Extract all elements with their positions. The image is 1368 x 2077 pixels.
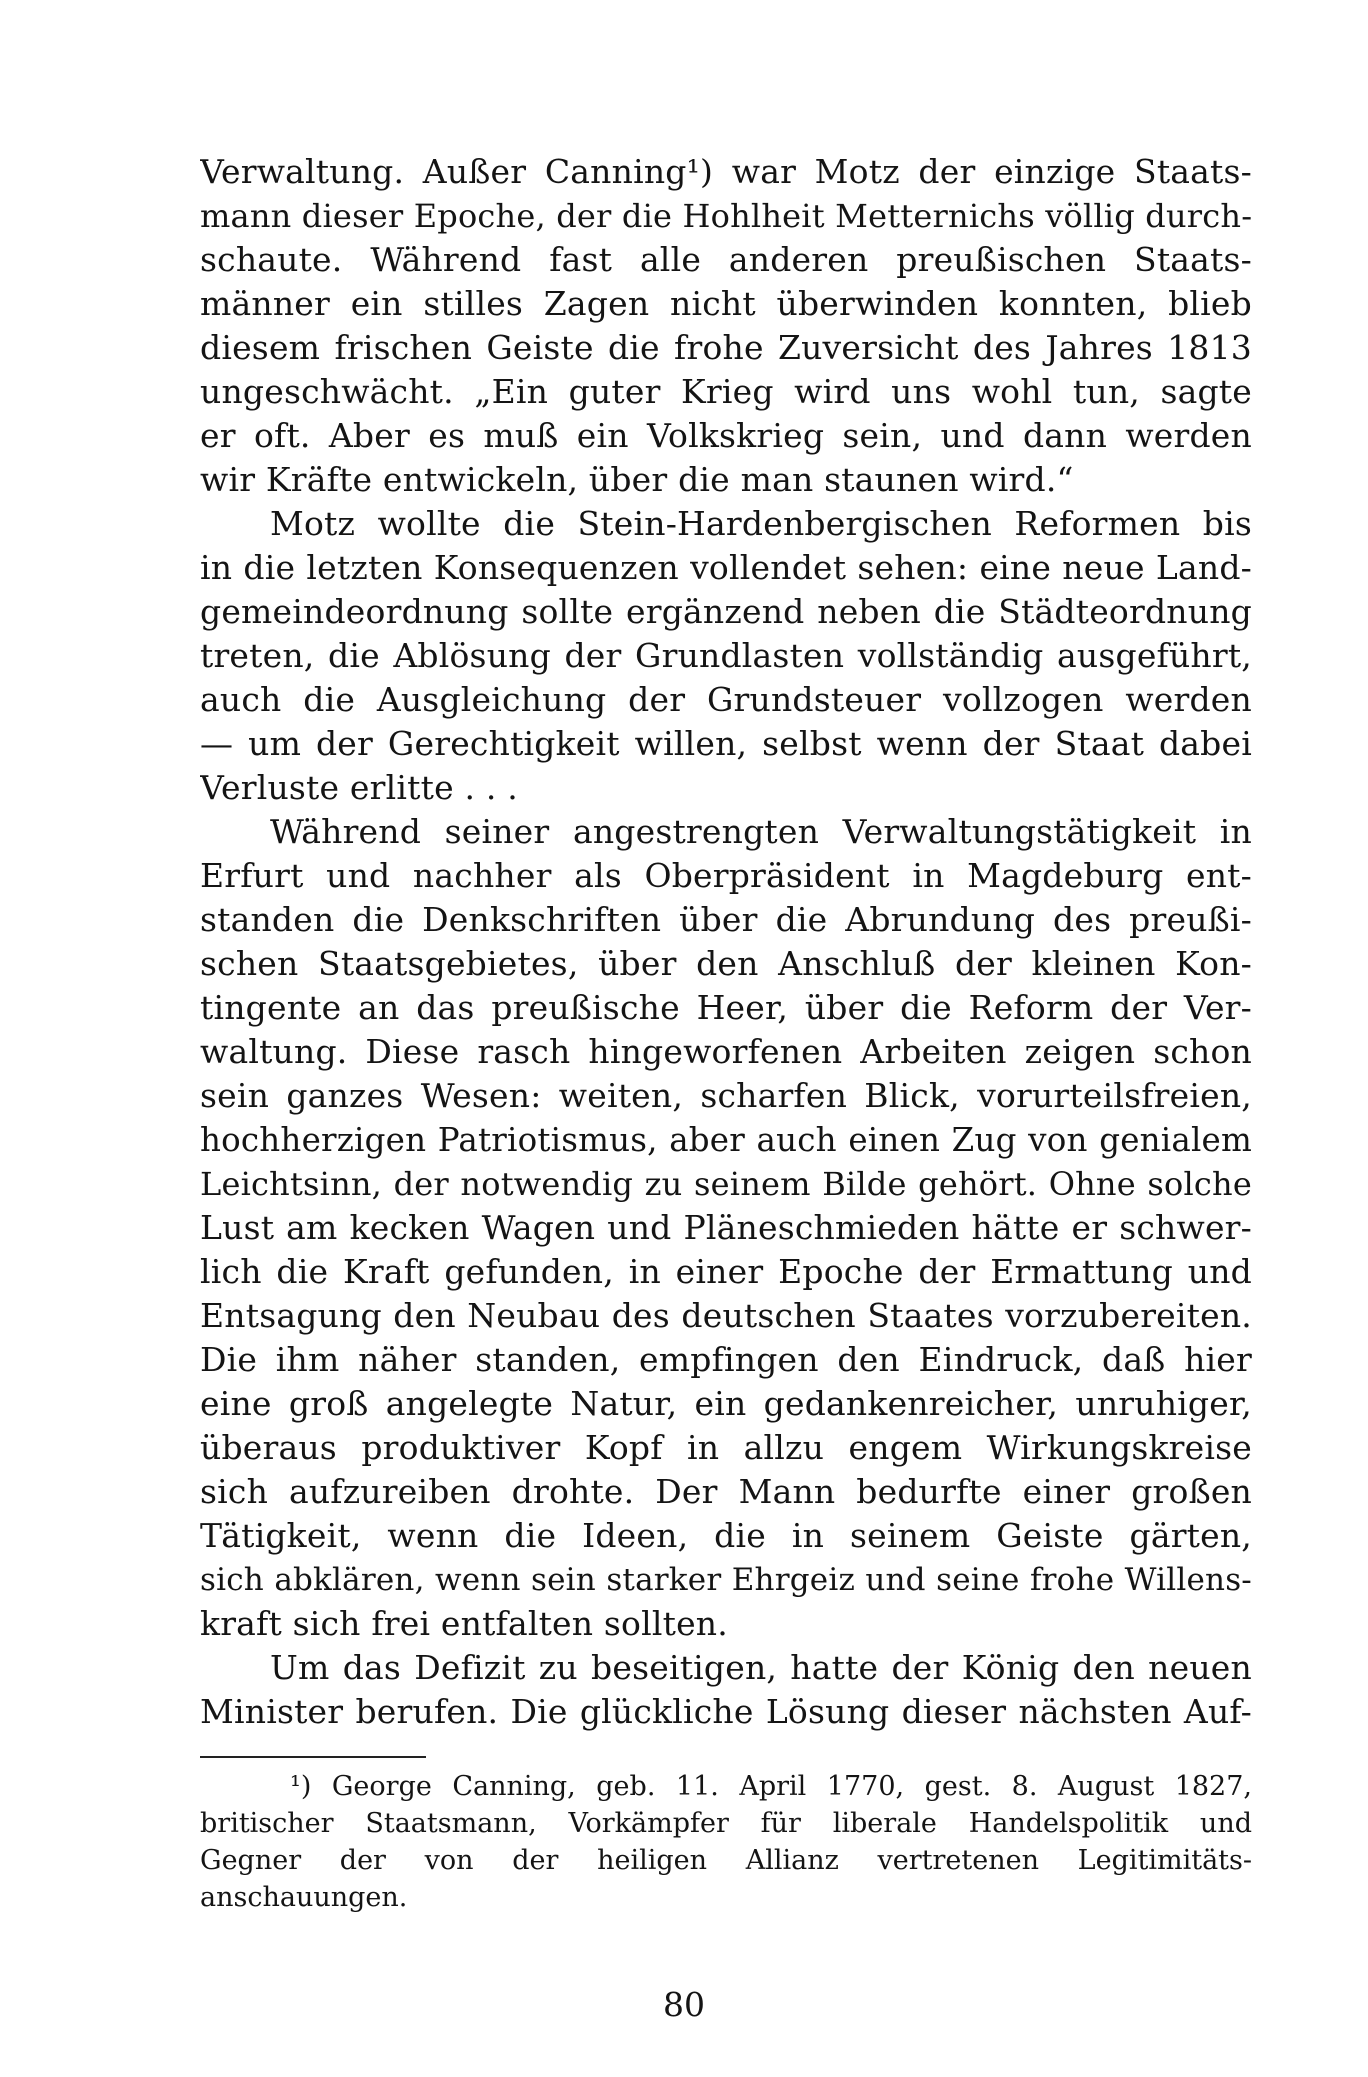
text-line: überaus produktiver Kopf in allzu engem Wirkungskreise [200, 1428, 1252, 1467]
text-line: Leichtsinn, der notwendig zu seinem Bilde gehört. Ohne solche [200, 1165, 1252, 1203]
text-line: Tätigkeit, wenn die Ideen, die in seinem Geiste gärten, [200, 1516, 1252, 1555]
footnote-line: Gegner der von der heiligen Allianz vertretenen Legitimitäts- [200, 1845, 1252, 1876]
text-line: Verwaltung. Außer Canning¹) war Motz der einzige Staats- [200, 152, 1252, 191]
text-line: gemeindeordnung sollte ergänzend neben die Städteordnung [200, 592, 1252, 631]
text-line: Lust am kecken Wagen und Pläneschmieden hätte er schwer- [200, 1208, 1252, 1247]
text-line: Motz wollte die Stein-Hardenbergischen Reformen bis [270, 504, 1252, 543]
text-line: Verluste erlitte . . . [200, 768, 518, 807]
text-line: treten, die Ablösung der Grundlasten vollständig ausgeführt, [200, 636, 1252, 675]
footnote-line: ¹) George Canning, geb. 11. April 1770, gest. 8. August 1827, [290, 1771, 1252, 1802]
text-line: wir Kräfte entwickeln, über die man staunen wird.“ [200, 460, 1074, 499]
text-line: männer ein stilles Zagen nicht überwinden konnten, blieb [200, 284, 1252, 323]
text-line: kraft sich frei entfalten sollten. [200, 1604, 728, 1643]
text-line: sich aufzureiben drohte. Der Mann bedurfte einer großen [200, 1472, 1252, 1511]
text-line: sein ganzes Wesen: weiten, scharfen Blick, vorurteilsfreien, [200, 1076, 1252, 1115]
text-line: auch die Ausgleichung der Grundsteuer vollzogen werden [200, 680, 1252, 719]
text-line: Minister berufen. Die glückliche Lösung dieser nächsten Auf- [200, 1692, 1252, 1731]
book-page [200, 150, 1252, 1916]
footnote-line: anschauungen. [200, 1882, 408, 1913]
text-line: er oft. Aber es muß ein Volkskrieg sein, und dann werden [200, 416, 1252, 455]
text-line: Erfurt und nachher als Oberpräsident in Magdeburg ent- [200, 856, 1252, 895]
footnote-line: britischer Staatsmann, Vorkämpfer für liberale Handelspolitik und [200, 1808, 1252, 1839]
footnote [200, 1768, 1252, 1916]
main-text [200, 150, 1252, 1734]
text-line: Entsagung den Neubau des deutschen Staates vorzubereiten. [200, 1296, 1252, 1335]
text-line: schen Staatsgebietes, über den Anschluß der kleinen Kon- [200, 944, 1252, 983]
page-number: 80 [663, 1985, 705, 2024]
text-line: in die letzten Konsequenzen vollendet sehen: eine neue Land- [200, 548, 1252, 587]
footnote-divider [200, 1756, 426, 1758]
text-line: sich abklären, wenn sein starker Ehrgeiz und seine frohe Willens- [200, 1562, 1252, 1598]
text-line: standen die Denkschriften über die Abrundung des preußi- [200, 900, 1252, 939]
text-line: schaute. Während fast alle anderen preußischen Staats- [200, 240, 1252, 279]
text-line: mann dieser Epoche, der die Hohlheit Metternichs völlig durch- [200, 197, 1252, 235]
text-line: hochherzigen Patriotismus, aber auch einen Zug von genialem [200, 1121, 1252, 1159]
text-line: ungeschwächt. „Ein guter Krieg wird uns wohl tun, sagte [200, 372, 1252, 411]
text-line: tingente an das preußische Heer, über die Reform der Ver- [200, 988, 1252, 1027]
text-line: Die ihm näher standen, empfingen den Eindruck, daß hier [200, 1340, 1252, 1379]
text-line: — um der Gerechtigkeit willen, selbst wenn der Staat dabei [200, 724, 1252, 763]
text-line: lich die Kraft gefunden, in einer Epoche der Ermattung und [200, 1252, 1252, 1291]
text-line: Um das Defizit zu beseitigen, hatte der König den neuen [270, 1648, 1252, 1687]
text-line: waltung. Diese rasch hingeworfenen Arbeiten zeigen schon [200, 1032, 1252, 1071]
text-line: eine groß angelegte Natur, ein gedankenreicher, unruhiger, [200, 1384, 1252, 1423]
text-line: Während seiner angestrengten Verwaltungstätigkeit in [270, 812, 1252, 851]
text-line: diesem frischen Geiste die frohe Zuversicht des Jahres 1813 [200, 328, 1252, 367]
